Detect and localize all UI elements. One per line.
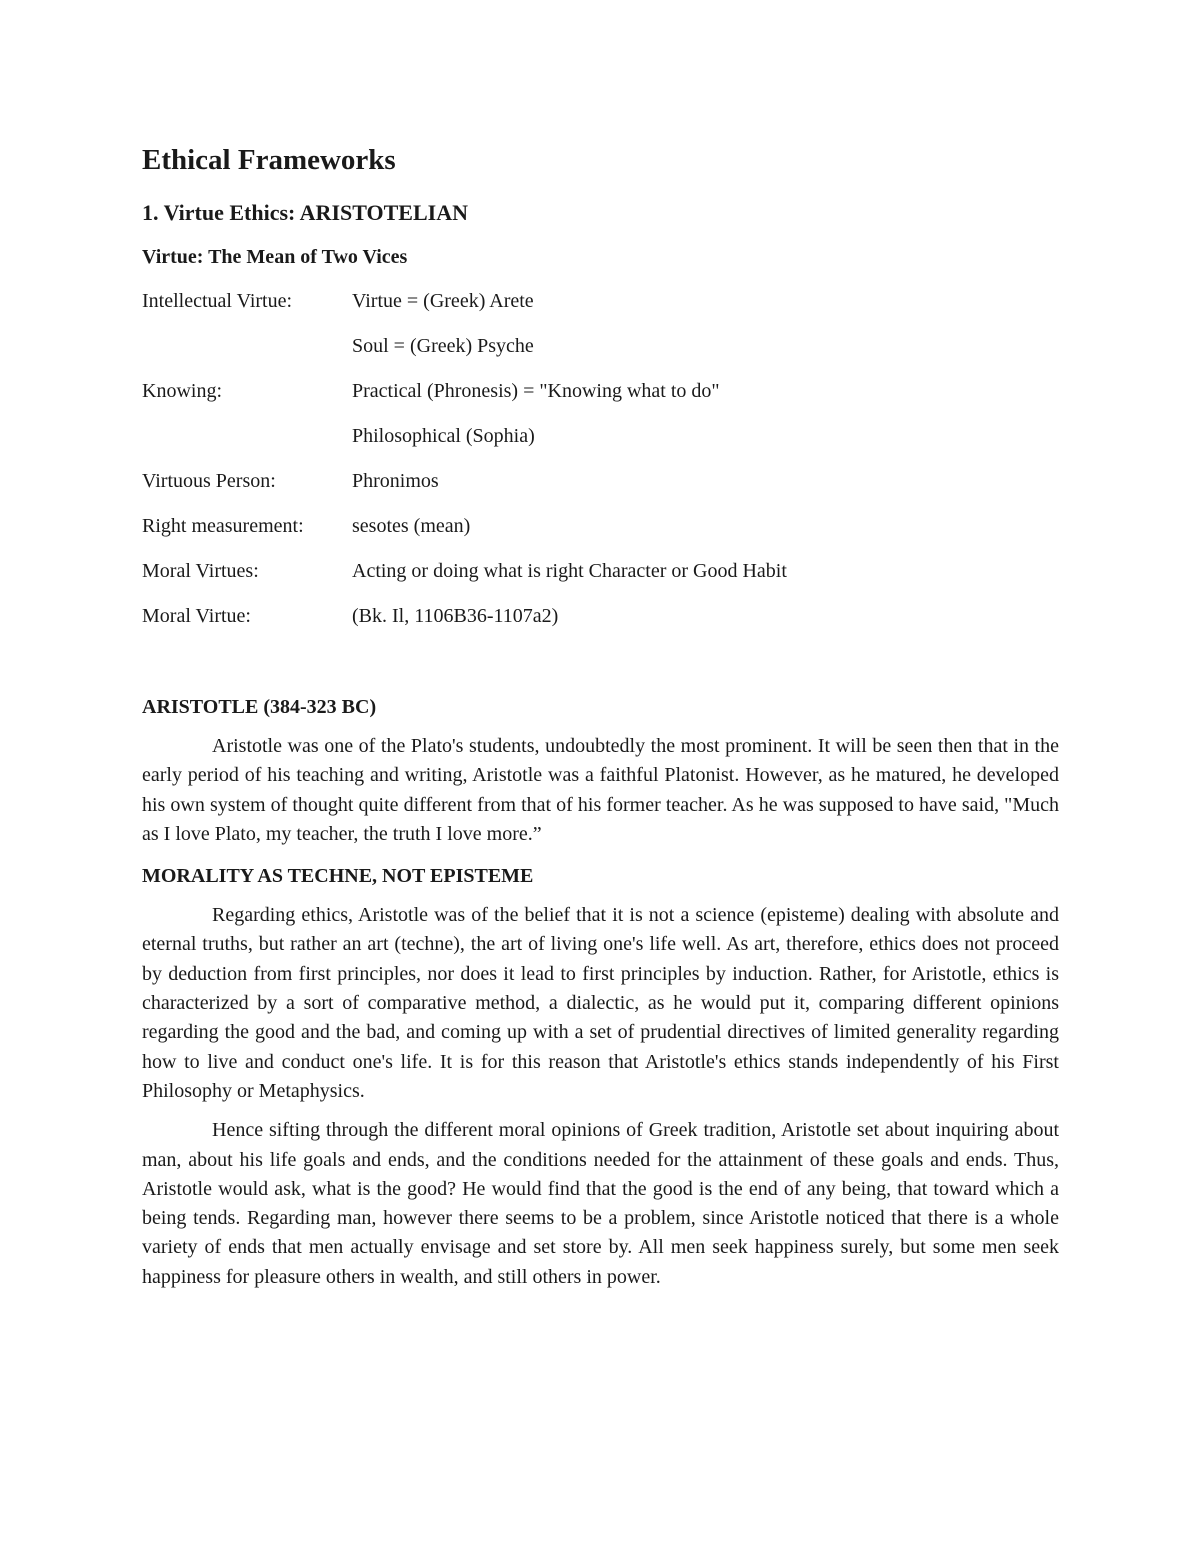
section-heading: 1. Virtue Ethics: ARISTOTELIAN xyxy=(142,200,468,225)
definition-value: Phronimos xyxy=(352,470,439,492)
definition-value: sesotes (mean) xyxy=(352,515,471,537)
morality-paragraph: Hence sifting through the different moral opinions of Greek tradition, Aristotle set about inquiring about man, about his life goals and ends, and the conditions needed for the attainment of these goals and ends. Thus, Aristotle would ask, what is the good? He would find that the good is the end of any being, that toward which a being tends. Regarding man, however there seems to be a problem, since Aristotle noticed that there is a whole variety of ends that men actually envisage and set store by. All men seek happiness surely, but some men seek happiness for pleasure others in wealth, and still others in power. xyxy=(142,1119,1059,1288)
definition-value: Virtue = (Greek) Arete xyxy=(352,290,534,312)
definition-term: Moral Virtue: xyxy=(142,605,251,627)
definition-row xyxy=(142,466,1059,511)
morality-paragraph: Regarding ethics, Aristotle was of the belief that it is not a science (episteme) dealing with absolute and eternal truths, but rather an art (techne), the art of living one's life well. As art, therefore, ethics does not proceed by deduction from first principles, nor does it lead to first principles by induction. Rather, for Aristotle, ethics is characterized by a sort of comparative method, a dialectic, as he would put it, comparing different opinions regarding the good and the bad, and coming up with a set of prudential directives of limited generality regarding how to live and conduct one's life. It is for this reason that Aristotle's ethics stands independently of his First Philosophy or Metaphysics. xyxy=(142,904,1059,1102)
definition-row xyxy=(142,331,1059,376)
morality-heading: MORALITY AS TECHNE, NOT EPISTEME xyxy=(142,865,534,888)
definition-term xyxy=(142,331,352,376)
page-title: Ethical Frameworks xyxy=(142,144,396,176)
definitions-table xyxy=(142,286,1059,646)
definition-row xyxy=(142,376,1059,421)
definition-term: Right measurement: xyxy=(142,515,304,537)
definition-value: Philosophical (Sophia) xyxy=(352,425,535,447)
definition-row xyxy=(142,511,1059,556)
bio-heading: ARISTOTLE (384-323 BC) xyxy=(142,696,377,718)
definition-row xyxy=(142,421,1059,466)
definition-term: Virtuous Person: xyxy=(142,470,276,492)
definition-term: Moral Virtues: xyxy=(142,560,259,582)
document-page xyxy=(142,138,1059,1292)
definition-term: Intellectual Virtue: xyxy=(142,290,293,312)
definition-value: Practical (Phronesis) = "Knowing what to do" xyxy=(352,380,720,402)
bio-paragraph: Aristotle was one of the Plato's students, undoubtedly the most prominent. It will be seen then that in the early period of his teaching and writing, Aristotle was a faithful Platonist. However, as he matured, he developed his own system of thought quite different from that of his former teacher. As he was supposed to have said, "Much as I love Plato, my teacher, the truth I love more.” xyxy=(142,735,1059,845)
definition-value: (Bk. Il, 1106B36-1107a2) xyxy=(352,605,559,627)
definition-value: Soul = (Greek) Psyche xyxy=(352,335,534,357)
sub-heading: Virtue: The Mean of Two Vices xyxy=(142,246,408,268)
definition-row xyxy=(142,601,1059,646)
definition-row xyxy=(142,286,1059,331)
definition-term xyxy=(142,421,352,466)
definition-value: Acting or doing what is right Character or Good Habit xyxy=(352,560,787,582)
definition-term: Knowing: xyxy=(142,380,222,402)
definition-row xyxy=(142,556,1059,601)
